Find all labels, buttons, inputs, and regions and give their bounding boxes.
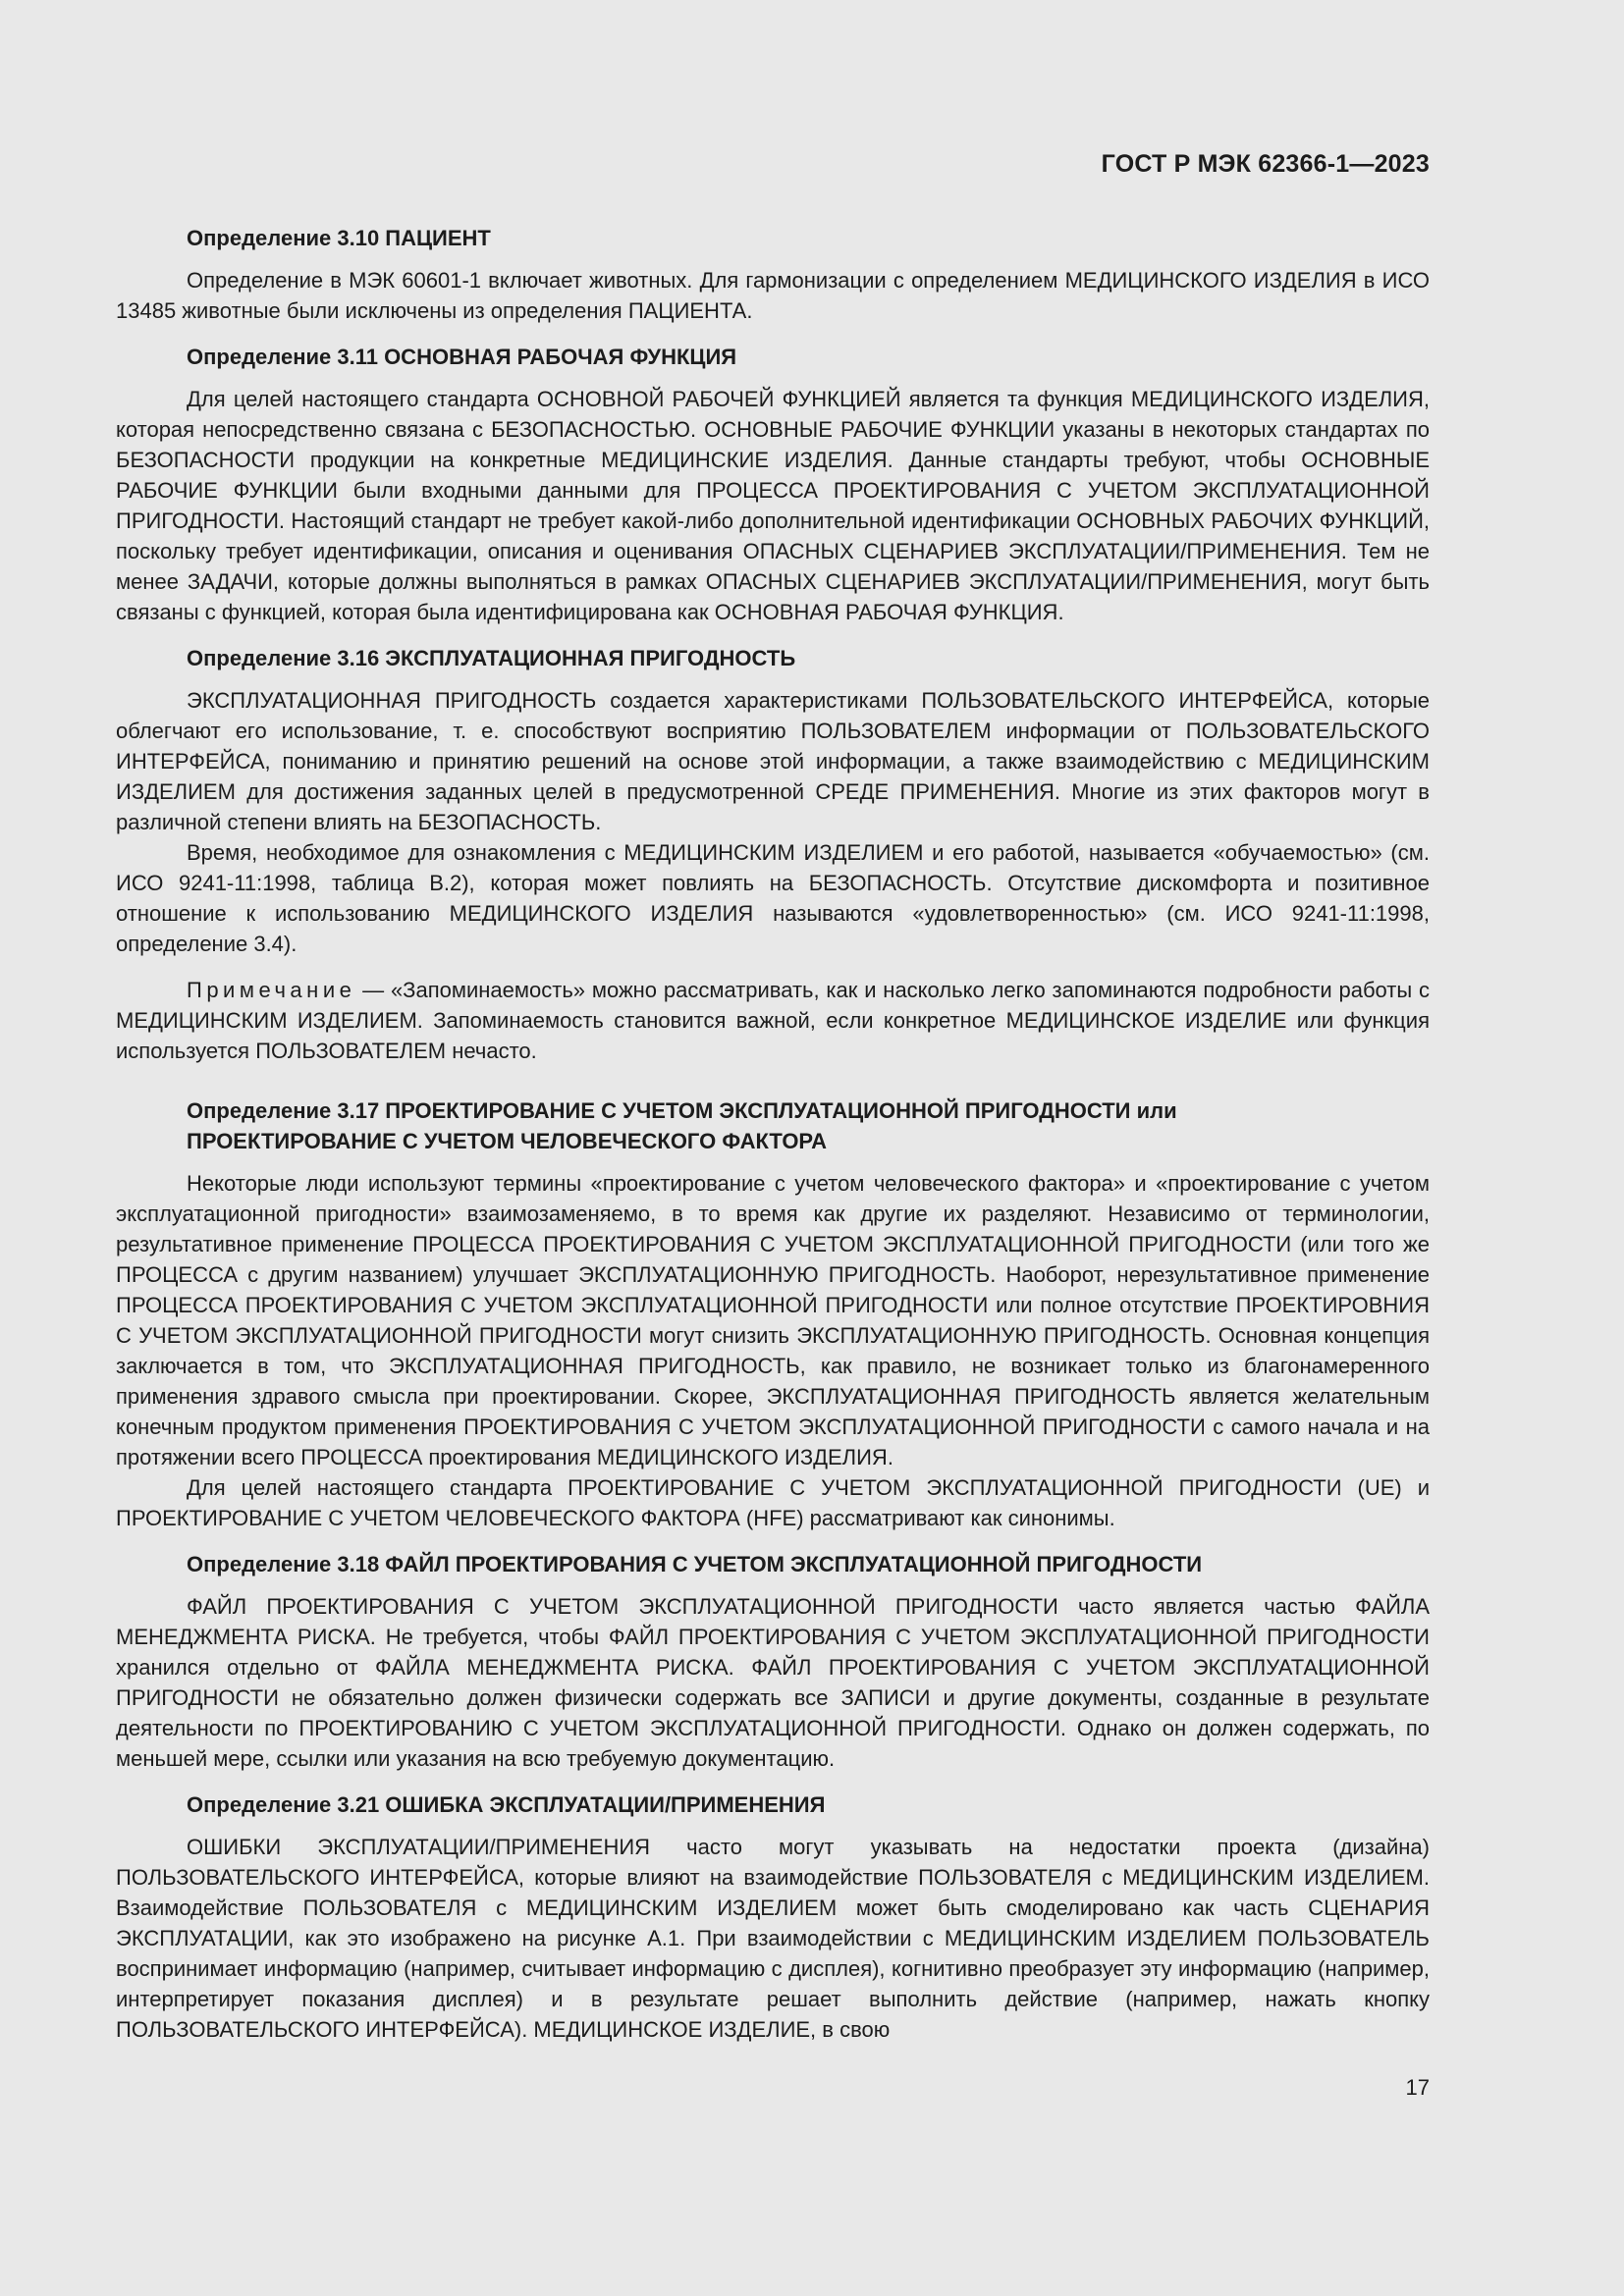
- page-content: [116, 223, 1430, 2045]
- definition-3-21: [116, 1789, 1430, 2045]
- definition-3-11: [116, 342, 1430, 627]
- paragraph: Для целей настоящего стандарта ОСНОВНОЙ РАБОЧЕЙ ФУНКЦИЕЙ является та функция МЕДИЦИНСКОГО ИЗДЕЛИЯ, которая непосредственно связана с БЕЗОПАСНОСТЬЮ. ОСНОВНЫЕ РАБОЧИЕ ФУНКЦИИ указаны в некоторых стандартах по БЕЗОПАСНОСТИ продукции на конкретные МЕДИЦИНСКИЕ ИЗДЕЛИЯ. Данные стандарты требуют, чтобы ОСНОВНЫЕ РАБОЧИЕ ФУНКЦИИ были входными данными для ПРОЦЕССА ПРОЕКТИРОВАНИЯ С УЧЕТОМ ЭКСПЛУАТАЦИОННОЙ ПРИГОДНОСТИ. Настоящий стандарт не требует какой-либо дополнительной идентификации ОСНОВНЫХ РАБОЧИХ ФУНКЦИЙ, поскольку требует идентификации, описания и оценивания ОПАСНЫХ СЦЕНАРИЕВ ЭКСПЛУАТАЦИИ/ПРИМЕНЕНИЯ. Тем не менее ЗАДАЧИ, которые должны выполняться в рамках ОПАСНЫХ СЦЕНАРИЕВ ЭКСПЛУАТАЦИИ/ПРИМЕНЕНИЯ, могут быть связаны с функцией, которая была идентифицирована как ОСНОВНАЯ РАБОЧАЯ ФУНКЦИЯ.: [116, 387, 1430, 624]
- note-text: — «Запоминаемость» можно рассматривать, как и насколько легко запоминаются подробности работы с МЕДИЦИНСКИМ ИЗДЕЛИЕМ. Запоминаемость становится важной, если конкретное МЕДИЦИНСКОЕ ИЗДЕЛИЕ или функция используется ПОЛЬЗОВАТЕЛЕМ нечасто.: [116, 978, 1430, 1063]
- section-heading: Определение 3.18 ФАЙЛ ПРОЕКТИРОВАНИЯ С УЧЕТОМ ЭКСПЛУАТАЦИОННОЙ ПРИГОДНОСТИ: [187, 1552, 1203, 1576]
- section-heading: Определение 3.11 ОСНОВНАЯ РАБОЧАЯ ФУНКЦИЯ: [187, 345, 737, 369]
- paragraph: Определение в МЭК 60601-1 включает животных. Для гармонизации с определением МЕДИЦИНСКОГО ИЗДЕЛИЯ в ИСО 13485 животные были исключены из определения ПАЦИЕНТА.: [116, 268, 1430, 323]
- page-number: 17: [1405, 2075, 1430, 2100]
- section-heading: Определение 3.16 ЭКСПЛУАТАЦИОННАЯ ПРИГОДНОСТЬ: [187, 646, 796, 670]
- paragraph: ОШИБКИ ЭКСПЛУАТАЦИИ/ПРИМЕНЕНИЯ часто могут указывать на недостатки проекта (дизайна) ПОЛЬЗОВАТЕЛЬСКОГО ИНТЕРФЕЙСА, которые влияют на взаимодействие ПОЛЬЗОВАТЕЛЯ с МЕДИЦИНСКИМ ИЗДЕЛИЕМ. Взаимодействие ПОЛЬЗОВАТЕЛЯ с МЕДИЦИНСКИМ ИЗДЕЛИЕМ может быть смоделировано как часть СЦЕНАРИЯ ЭКСПЛУАТАЦИИ, как это изображено на рисунке А.1. При взаимодействии с МЕДИЦИНСКИМ ИЗДЕЛИЕМ ПОЛЬЗОВАТЕЛЬ воспринимает информацию (например, считывает информацию с дисплея), когнитивно преобразует эту информацию (например, интерпретирует показания дисплея) и в результате решает выполнить действие (например, нажать кнопку ПОЛЬЗОВАТЕЛЬСКОГО ИНТЕРФЕЙСА). МЕДИЦИНСКОЕ ИЗДЕЛИЕ, в свою: [116, 1835, 1430, 2042]
- definition-3-17: [116, 1095, 1430, 1533]
- paragraph: Время, необходимое для ознакомления с МЕДИЦИНСКИМ ИЗДЕЛИЕМ и его работой, называется «обучаемостью» (см. ИСО 9241-11:1998, таблица В.2), которая может повлиять на БЕЗОПАСНОСТЬ. Отсутствие дискомфорта и позитивное отношение к использованию МЕДИЦИНСКОГО ИЗДЕЛИЯ называются «удовлетворенностью» (см. ИСО 9241-11:1998, определение 3.4).: [116, 840, 1430, 956]
- paragraph: ФАЙЛ ПРОЕКТИРОВАНИЯ С УЧЕТОМ ЭКСПЛУАТАЦИОННОЙ ПРИГОДНОСТИ часто является частью ФАЙЛА МЕНЕДЖМЕНТА РИСКА. Не требуется, чтобы ФАЙЛ ПРОЕКТИРОВАНИЯ С УЧЕТОМ ЭКСПЛУАТАЦИОННОЙ ПРИГОДНОСТИ хранился отдельно от ФАЙЛА МЕНЕДЖМЕНТА РИСКА. ФАЙЛ ПРОЕКТИРОВАНИЯ С УЧЕТОМ ЭКСПЛУАТАЦИОННОЙ ПРИГОДНОСТИ не обязательно должен физически содержать все ЗАПИСИ и другие документы, созданные в результате деятельности по ПРОЕКТИРОВАНИЮ С УЧЕТОМ ЭКСПЛУАТАЦИОННОЙ ПРИГОДНОСТИ. Однако он должен содержать, по меньшей мере, ссылки или указания на всю требуемую документацию.: [116, 1594, 1430, 1771]
- definition-3-10: [116, 223, 1430, 326]
- definition-3-16: [116, 643, 1430, 1066]
- definition-3-18: [116, 1549, 1430, 1774]
- section-heading-line-2: ПРОЕКТИРОВАНИЕ С УЧЕТОМ ЧЕЛОВЕЧЕСКОГО ФАКТОРА: [187, 1129, 828, 1153]
- paragraph: Некоторые люди используют термины «проектирование с учетом человеческого фактора» и «проектирование с учетом эксплуатационной пригодности» взаимозаменяемо, в то время как другие их разделяют. Независимо от терминологии, результативное применение ПРОЦЕССА ПРОЕКТИРОВАНИЯ С УЧЕТОМ ЭКСПЛУАТАЦИОННОЙ ПРИГОДНОСТИ (или того же ПРОЦЕССА с другим названием) улучшает ЭКСПЛУАТАЦИОННУЮ ПРИГОДНОСТЬ. Наоборот, нерезультативное применение ПРОЦЕССА ПРОЕКТИРОВАНИЯ С УЧЕТОМ ЭКСПЛУАТАЦИОННОЙ ПРИГОДНОСТИ или полное отсутствие ПРОЕКТИРОВНИЯ С УЧЕТОМ ЭКСПЛУАТАЦИОННОЙ ПРИГОДНОСТИ могут снизить ЭКСПЛУАТАЦИОННУЮ ПРИГОДНОСТЬ. Основная концепция заключается в том, что ЭКСПЛУАТАЦИОННАЯ ПРИГОДНОСТЬ, как правило, не возникает только из благонамеренного применения здравого смысла при проектировании. Скорее, ЭКСПЛУАТАЦИОННАЯ ПРИГОДНОСТЬ является желательным конечным продуктом применения ПРОЕКТИРОВАНИЯ С УЧЕТОМ ЭКСПЛУАТАЦИОННОЙ ПРИГОДНОСТИ с самого начала и на протяжении всего ПРОЦЕССА проектирования МЕДИЦИНСКОГО ИЗДЕЛИЯ.: [116, 1171, 1430, 1469]
- note: [116, 975, 1430, 1066]
- paragraph: ЭКСПЛУАТАЦИОННАЯ ПРИГОДНОСТЬ создается характеристиками ПОЛЬЗОВАТЕЛЬСКОГО ИНТЕРФЕЙСА, которые облегчают его использование, т. е. способствуют восприятию ПОЛЬЗОВАТЕЛЕМ информации от ПОЛЬЗОВАТЕЛЬСКОГО ИНТЕРФЕЙСА, пониманию и принятию решений на основе этой информации, а также взаимодействию с МЕДИЦИНСКИМ ИЗДЕЛИЕМ для достижения заданных целей в предусмотренной СРЕДЕ ПРИМЕНЕНИЯ. Многие из этих факторов могут в различной степени влиять на БЕЗОПАСНОСТЬ.: [116, 688, 1430, 834]
- section-heading-line-1: Определение 3.17 ПРОЕКТИРОВАНИЕ С УЧЕТОМ ЭКСПЛУАТАЦИОННОЙ ПРИГОДНОСТИ или: [187, 1098, 1177, 1123]
- section-heading: Определение 3.10 ПАЦИЕНТ: [187, 226, 491, 250]
- note-label: Примечание: [187, 978, 356, 1002]
- standard-designation: ГОСТ Р МЭК 62366-1—2023: [1101, 150, 1430, 178]
- section-heading: Определение 3.21 ОШИБКА ЭКСПЛУАТАЦИИ/ПРИМЕНЕНИЯ: [187, 1792, 826, 1817]
- paragraph: Для целей настоящего стандарта ПРОЕКТИРОВАНИЕ С УЧЕТОМ ЭКСПЛУАТАЦИОННОЙ ПРИГОДНОСТИ (UE) и ПРОЕКТИРОВАНИЕ С УЧЕТОМ ЧЕЛОВЕЧЕСКОГО ФАКТОРА (HFE) рассматривают как синонимы.: [116, 1475, 1430, 1530]
